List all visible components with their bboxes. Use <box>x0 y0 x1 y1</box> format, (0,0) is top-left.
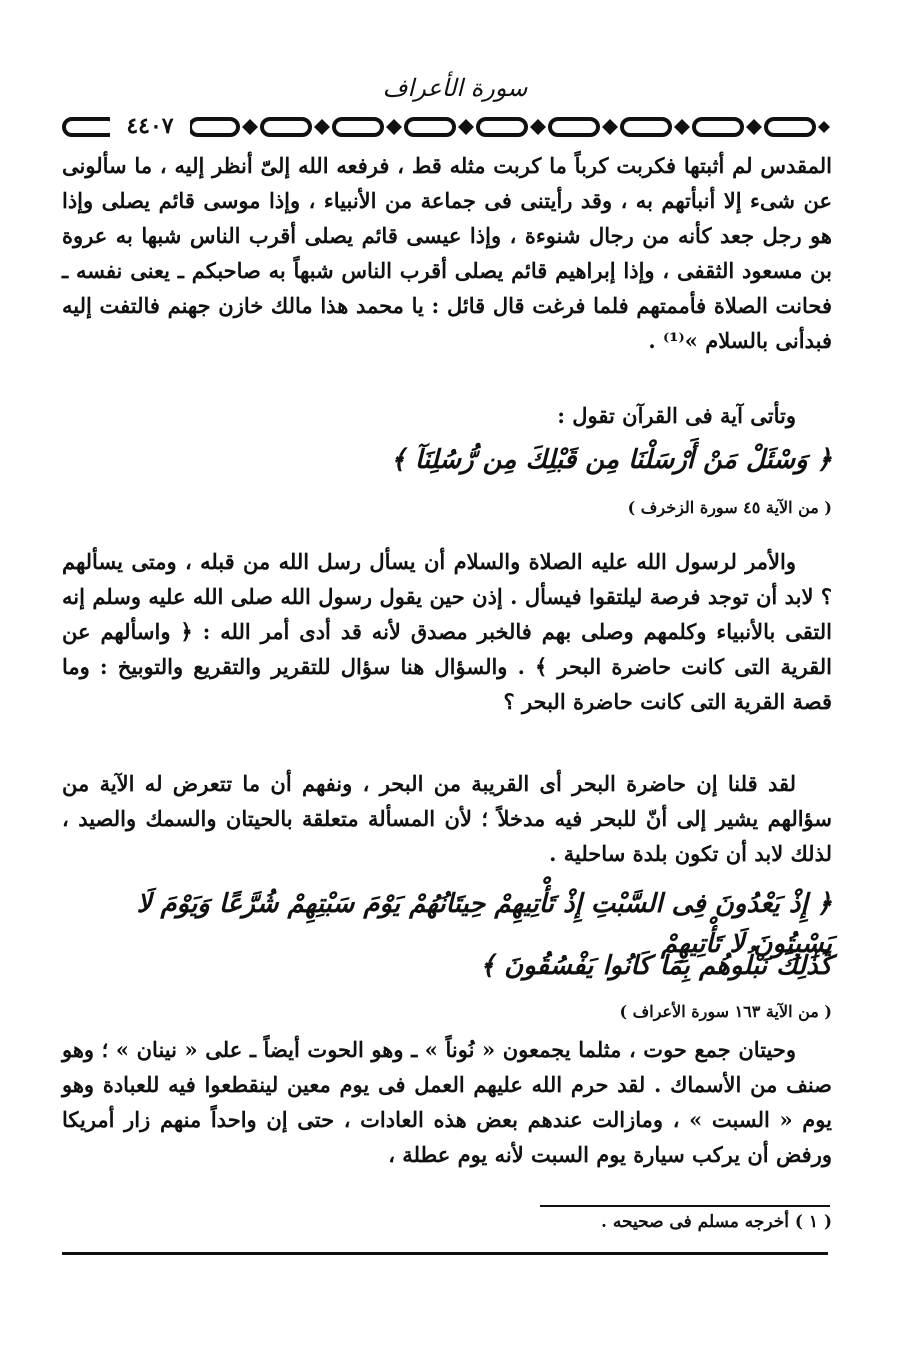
surah-title: سورة الأعراف <box>382 74 528 102</box>
paragraph-fish: وحيتان جمع حوت ، مثلما يجمعون « نُوناً » ـ وهو الحوت أيضاً ـ على « نينان » ؛ وهو صنف من الأسماك . لقد حرم الله عليهم العمل فى يوم معين لينقطعوا فيه للعبادة وهو يوم « السبت » ، ومازالت عندهم بعض هذه العادات ، حتى إن واحداً منهم زار أمريكا ورفض أن يركب سيارة يوم السبت لأنه يوم عطلة ، <box>62 1037 832 1167</box>
page-number: ٤٤٠٧ <box>110 112 190 140</box>
quran-verse-zukhruf: ﴿ وَسْئَلْ مَنْ أَرْسَلْنَا مِن قَبْلِكَ مِن رُّسُلِنَآ ﴾ <box>390 445 832 475</box>
paragraph-hadith: المقدس لم أثبتها فكربت كرباً ما كربت مثله قط ، فرفعه الله إلىّ أنظر إليه ، ما سألونى عن شىء إلا أنبأتهم به ، وقد رأيتنى فى جماعة من الأنبياء ، وإذا موسى قائم يصلى وإذا هو رجل جعد كأنه من رجال شنوءة ، وإذا عيسى قائم يصلى أقرب الناس شبها به عروة بن مسعود الثقفى ، وإذا إبراهيم قائم يصلى أقرب الناس شبهاً به صاحبكم ـ يعنى نفسه ـ فحانت الصلاة فأممتهم فلما فرغت قال قائل : يا محمد هذا مالك خازن جهنم فالتفت إليه فبدأنى بالسلام »⁽¹⁾ . <box>62 153 832 353</box>
quran-verse-araf-line2: كَذَٰلِكَ نَبْلُوهُم بِمَا كَانُوا يَفْسُقُونَ ﴾ <box>479 951 832 981</box>
quran-verse-araf-line1: ﴿ إِذْ يَعْدُونَ فِى السَّبْتِ إِذْ تَأْتِيهِمْ حِيتَانُهُمْ يَوْمَ سَبْتِهِمْ شُرَّعًا وَيَوْمَ لَا يَسْبِتُونَ لَا تَأْتِيهِمْ <box>136 889 832 959</box>
footnote-separator <box>540 1205 830 1207</box>
paragraph-intro-verse: وتأتى آية فى القرآن تقول : <box>557 403 796 428</box>
ornament-divider <box>62 113 832 139</box>
page-bottom-rule <box>62 1252 828 1255</box>
verse-source-zukhruf: ( من الآية ٤٥ سورة الزخرف ) <box>627 498 832 517</box>
paragraph-sea-town: لقد قلنا إن حاضرة البحر أى القريبة من البحر ، ونفهم أن ما تتعرض له الآية من سؤالهم يشير إلى أنّ للبحر فيه مدخلاً ؛ لأن المسألة متعلقة بالحيتان والسمك والصيد ، لذلك لابد أن تكون بلدة ساحلية . <box>62 771 832 866</box>
footnote: ( ١ ) أخرجه مسلم فى صحيحه . <box>601 1212 832 1232</box>
verse-source-araf: ( من الآية ١٦٣ سورة الأعراف ) <box>619 1002 832 1021</box>
paragraph-commentary: والأمر لرسول الله عليه الصلاة والسلام أن يسأل رسل الله من قبله ، ومتى يسألهم ؟ لابد أن توجد فرصة ليلتقوا فيسأل . إذن حين يقول رسول الله صلى الله عليه وسلم إنه التقى بالأنبياء وكلمهم وصلى بهم فالخبر مصدق لأنه قد أدى أمر الله : ﴿ واسألهم عن القرية التى كانت حاضرة البحر ﴾ . والسؤال هنا سؤال للتقرير والتقريع والتوبيخ : وما قصة القرية التى كانت حاضرة البحر ؟ <box>62 549 832 714</box>
